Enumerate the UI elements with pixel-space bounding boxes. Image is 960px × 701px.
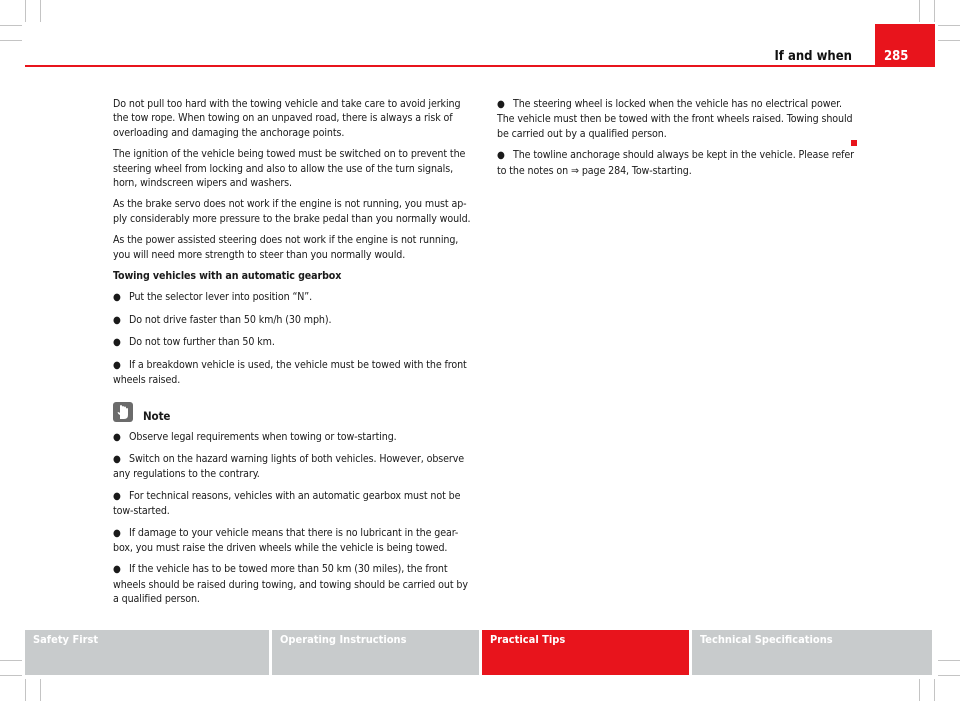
bullet-item	[113, 335, 471, 350]
bullet-text: Do not tow further than 50 km.	[129, 336, 275, 349]
crop-mark	[0, 675, 22, 676]
bullet-icon: ●	[113, 292, 121, 304]
crop-mark	[938, 40, 960, 41]
bullet-icon: ●	[113, 431, 121, 443]
bullet-icon: ●	[497, 99, 505, 110]
tab-safety-first[interactable]: Safety First	[25, 630, 269, 675]
left-column	[113, 97, 471, 614]
bullet-icon: ●	[113, 453, 121, 465]
note-item	[113, 430, 471, 445]
bullet-icon: ●	[113, 337, 121, 349]
paragraph: As the brake servo does not work if the engine is not running, you must ap-ply considerably more pressure to the brake pedal than you normally would.	[113, 198, 471, 225]
section-heading: Towing vehicles with an automatic gearbox	[113, 270, 342, 283]
bullet-item	[113, 358, 471, 388]
crop-mark	[0, 40, 22, 41]
bullet-icon: ●	[113, 490, 121, 502]
bullet-icon: ●	[113, 359, 121, 371]
note-heading	[113, 402, 471, 422]
bullet-text: If a breakdown vehicle is used, the vehicle must be towed with the front wheels raised.	[113, 358, 467, 387]
crop-mark	[934, 679, 935, 701]
paragraph: Do not pull too hard with the towing vehicle and take care to avoid jerking the tow rope. When towing on an unpaved road, there is always a risk of overloading and damaging the anchorage points.	[113, 98, 461, 139]
bullet-item	[113, 313, 471, 328]
note-item	[113, 452, 471, 482]
note-item	[113, 526, 471, 556]
page-number: 285	[875, 24, 935, 66]
bullet-item	[497, 97, 855, 141]
tab-technical-specifications[interactable]: Technical Specifications	[692, 630, 932, 675]
crop-mark	[938, 675, 960, 676]
bullet-text: The towline anchorage should always be kept in the vehicle. Please refer to the notes on ⇒ page 284, Tow-starting.	[497, 149, 854, 177]
note-item	[113, 562, 471, 606]
crop-mark	[938, 25, 960, 26]
crop-mark	[25, 0, 26, 22]
note-label: Note	[143, 408, 171, 423]
paragraph: The ignition of the vehicle being towed must be switched on to prevent the steering wheel from locking and also to allow the use of the turn signals, horn, windscreen wipers and washers.	[113, 148, 466, 190]
note-text: Observe legal requirements when towing or tow-starting.	[129, 430, 397, 443]
paragraph: As the power assisted steering does not work if the engine is not running, you will need more strength to steer than you normally would.	[113, 234, 459, 261]
crop-mark	[938, 660, 960, 661]
crop-mark	[934, 0, 935, 22]
tab-operating-instructions[interactable]: Operating Instructions	[272, 630, 479, 675]
bullet-text: Put the selector lever into position “N”.	[129, 291, 313, 304]
bullet-icon: ●	[113, 527, 121, 539]
section-end-icon	[851, 140, 857, 146]
crop-mark	[25, 679, 26, 701]
footer-nav	[25, 630, 932, 675]
bullet-text: The steering wheel is locked when the vehicle has no electrical power. The vehicle must then be towed with the front wheels raised. Towing should be carried out by a qualified person.	[497, 98, 853, 140]
note-hand-icon	[113, 402, 133, 422]
bullet-icon: ●	[113, 564, 121, 576]
tab-practical-tips[interactable]: Practical Tips	[482, 630, 689, 675]
crop-mark	[40, 0, 41, 22]
note-text: For technical reasons, vehicles with an automatic gearbox must not be tow-started.	[113, 489, 461, 518]
note-text: If the vehicle has to be towed more than 50 km (30 miles), the front wheels should be raised during towing, and towing should be carried out by a qualified person.	[113, 563, 468, 606]
crop-mark	[0, 660, 22, 661]
crop-mark	[0, 25, 22, 26]
bullet-icon: ●	[497, 150, 505, 162]
right-column	[497, 97, 855, 185]
bullet-item	[497, 148, 855, 178]
chapter-title: If and when	[774, 49, 852, 64]
crop-mark	[919, 0, 920, 22]
note-text: Switch on the hazard warning lights of both vehicles. However, observe any regulations to the contrary.	[113, 452, 465, 481]
bullet-icon: ●	[113, 314, 121, 326]
header-rule	[25, 65, 935, 67]
bullet-text: Do not drive faster than 50 km/h (30 mph).	[129, 313, 332, 326]
note-text: If damage to your vehicle means that there is no lubricant in the gear-box, you must raise the driven wheels while the vehicle is being towed.	[113, 526, 459, 554]
crop-mark	[919, 679, 920, 701]
note-item	[113, 489, 471, 519]
crop-mark	[40, 679, 41, 701]
bullet-item	[113, 290, 471, 305]
